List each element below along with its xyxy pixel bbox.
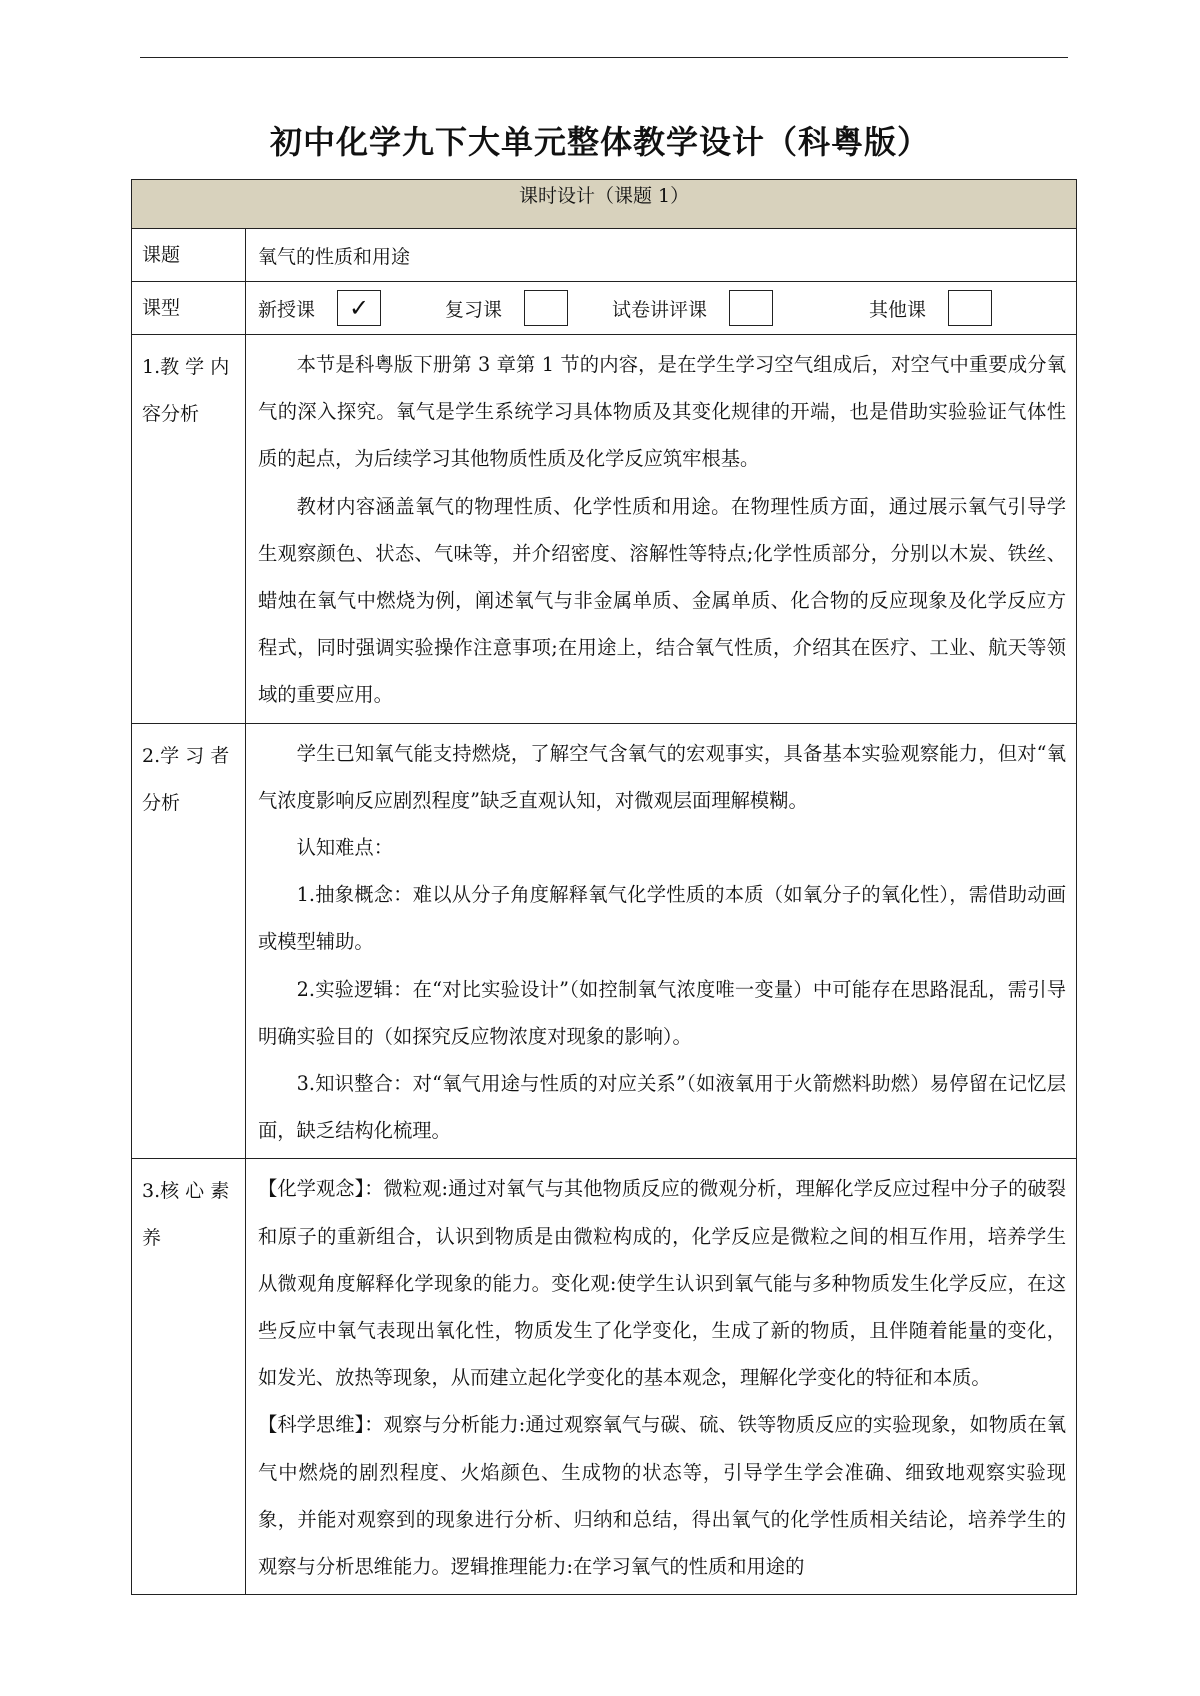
section-label-content-analysis: 1.教 学 内 容分析 [132, 335, 246, 724]
lesson-type-option-other[interactable] [869, 290, 992, 326]
paragraph: 本节是科粤版下册第 3 章第 1 节的内容，是在学生学习空气组成后，对空气中重要成分氧气的深入探究。氧气是学生系统学习具体物质及其变化规律的开端，也是借助实验验证气体性质的起点，为后续学习其他物质性质及化学反应筑牢根基。 [258, 353, 1067, 471]
option-label: 试卷讲评课 [612, 298, 708, 321]
section-core-literacy [246, 1159, 1077, 1595]
section-learner-analysis [246, 723, 1077, 1159]
lesson-design-table [131, 179, 1077, 1595]
option-label: 复习课 [445, 298, 503, 321]
checkbox[interactable] [948, 290, 992, 326]
paragraph: 1.抽象概念：难以从分子角度解释氧气化学性质的本质（如氧分子的氧化性），需借助动画或模型辅助。 [258, 883, 1067, 954]
paragraph: 学生已知氧气能支持燃烧，了解空气含氧气的宏观事实，具备基本实验观察能力，但对“氧气浓度影响反应剧烈程度”缺乏直观认知，对微观层面理解模糊。 [258, 741, 1067, 812]
option-label: 其他课 [869, 298, 927, 321]
checkbox-checked[interactable]: ✓ [337, 290, 381, 326]
paragraph: 教材内容涵盖氧气的物理性质、化学性质和用途。在物理性质方面，通过展示氧气引导学生观察颜色、状态、气味等，并介绍密度、溶解性等特点;化学性质部分，分别以木炭、铁丝、蜡烛在氧气中燃烧为例，阐述氧气与非金属单质、金属单质、化合物的反应现象及化学反应方程式，同时强调实验操作注意事项;在用途上，结合氧气性质，介绍其在医疗、工业、航天等领域的重要应用。 [258, 494, 1067, 707]
header-rule [140, 57, 1068, 58]
option-label: 新授课 [258, 298, 316, 321]
lesson-type-label: 课型 [132, 282, 246, 335]
section-label-learner-analysis: 2.学 习 者 分析 [132, 723, 246, 1159]
section-content-analysis [246, 335, 1077, 724]
table-header: 课时设计（课题 1） [132, 180, 1077, 229]
checkbox[interactable] [524, 290, 568, 326]
topic-label: 课题 [132, 229, 246, 282]
lesson-type-option-new[interactable] [258, 290, 381, 326]
lesson-type-option-review[interactable] [445, 290, 568, 326]
paragraph: 认知难点： [296, 836, 393, 860]
document-title: 初中化学九下大单元整体教学设计（科粤版） [269, 123, 930, 161]
lesson-type-option-exam-review[interactable] [612, 290, 773, 326]
topic-value: 氧气的性质和用途 [246, 229, 1077, 282]
checkbox[interactable] [729, 290, 773, 326]
paragraph: 3.知识整合：对“氧气用途与性质的对应关系”（如液氧用于火箭燃料助燃）易停留在记忆层面，缺乏结构化梳理。 [258, 1072, 1067, 1143]
section-label-core-literacy: 3.核 心 素 养 [132, 1159, 246, 1595]
lesson-type-options [246, 282, 1077, 335]
paragraph: 【科学思维】：观察与分析能力:通过观察氧气与碳、硫、铁等物质反应的实验现象，如物质在氧气中燃烧的剧烈程度、火焰颜色、生成物的状态等，引导学生学会准确、细致地观察实验现象，并能对观察到的现象进行分析、归纳和总结，得出氧气的化学性质相关结论，培养学生的观察与分析思维能力。逻辑推理能力:在学习氧气的性质和用途的 [258, 1413, 1067, 1579]
paragraph: 2.实验逻辑：在“对比实验设计”（如控制氧气浓度唯一变量）中可能存在思路混乱，需引导明确实验目的（如探究反应物浓度对现象的影响）。 [258, 977, 1067, 1048]
paragraph: 【化学观念】：微粒观:通过对氧气与其他物质反应的微观分析，理解化学反应过程中分子的破裂和原子的重新组合，认识到物质是由微粒构成的，化学反应是微粒之间的相互作用，培养学生从微观角度解释化学现象的能力。变化观:使学生认识到氧气能与多种物质发生化学反应，在这些反应中氧气表现出氧化性，物质发生了化学变化，生成了新的物质，且伴随着能量的变化，如发光、放热等现象，从而建立起化学变化的基本观念，理解化学变化的特征和本质。 [258, 1177, 1067, 1390]
